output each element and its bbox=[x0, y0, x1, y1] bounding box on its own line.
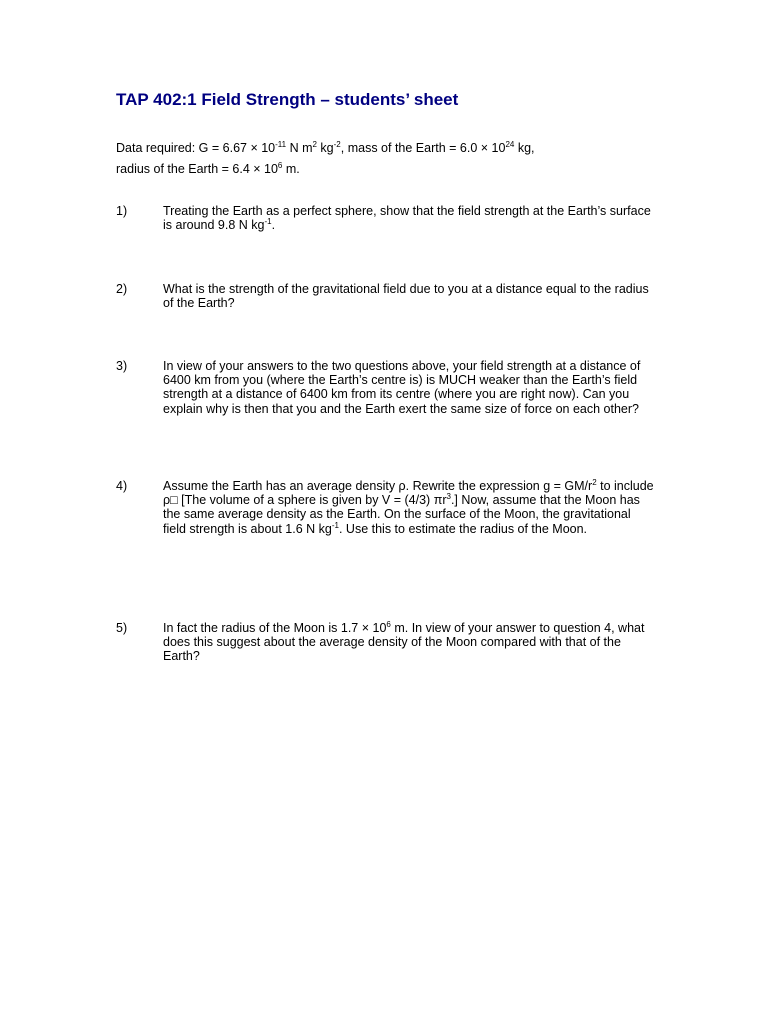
data-radius-unit: m. bbox=[282, 162, 300, 176]
question-1-number: 1) bbox=[116, 204, 128, 218]
question-2-text bbox=[163, 282, 655, 310]
question-4-text-a: Assume the Earth has an average density ρ. Rewrite the expression g = GM/r bbox=[163, 479, 593, 493]
data-g-exponent-2: 2 bbox=[312, 140, 317, 149]
data-mass-text: , mass of the Earth = 6.0 × 10 bbox=[340, 141, 506, 155]
question-4-text-c: .] Now, assume that the Moon has the same average density as the Earth. On the surface of the Moon, the gravitational field strength is about 1.6 N kg bbox=[163, 493, 640, 536]
question-1-text bbox=[163, 204, 655, 232]
data-g-exponent: -11 bbox=[275, 140, 287, 149]
question-4-sup-c: -1 bbox=[331, 520, 339, 530]
question-4-text-b: to include ρ□ [The volume of a sphere is given by V = (4/3) πr bbox=[163, 479, 654, 508]
question-5-text-a: In fact the radius of the Moon is 1.7 × 10 bbox=[163, 621, 387, 635]
data-required-line-2 bbox=[116, 161, 300, 177]
question-1-text-b: . bbox=[271, 218, 276, 233]
question-4-text bbox=[163, 479, 655, 536]
data-radius-exponent: 6 bbox=[277, 161, 283, 170]
question-5-text-b: m. In view of your answer to question 4, what does this suggest about the average density of the Moon compared with that of the Earth? bbox=[163, 621, 645, 664]
question-4-number: 4) bbox=[116, 479, 128, 493]
data-radius-text: radius of the Earth = 6.4 × 10 bbox=[116, 162, 278, 176]
question-4-text-d: . Use this to estimate the radius of the Moon. bbox=[338, 521, 588, 536]
question-5-sup-a: 6 bbox=[386, 620, 391, 629]
data-g-exponent-3: -2 bbox=[333, 140, 341, 149]
document-title: TAP 402:1 Field Strength – students’ sheet bbox=[116, 90, 459, 109]
question-3-number: 3) bbox=[116, 359, 128, 373]
data-mass-unit: kg, bbox=[514, 141, 535, 155]
question-4-sup-a: 2 bbox=[592, 478, 597, 487]
question-3-text bbox=[163, 359, 655, 416]
data-g-unit-b: kg bbox=[316, 141, 334, 155]
question-5-text bbox=[163, 621, 655, 664]
question-2-text-a: What is the strength of the gravitational field due to you at a distance equal to the radius of the Earth? bbox=[163, 282, 649, 311]
data-mass-exponent: 24 bbox=[505, 140, 515, 149]
question-4-sup-b: 3 bbox=[446, 492, 451, 502]
question-1-sup-a: -1 bbox=[264, 217, 272, 227]
data-g-unit-a: N m bbox=[286, 141, 313, 155]
question-1-text-a: Treating the Earth as a perfect sphere, show that the field strength at the Earth’s surface is around 9.8 N kg bbox=[163, 204, 651, 233]
data-required-line-1 bbox=[116, 140, 535, 156]
question-3-text-a: In view of your answers to the two questions above, your field strength at a distance of 6400 km from you (where the Earth’s centre is) is MUCH weaker than the Earth’s field strength at a distance of 6400 km from its centre (where you are right now). Can you explain why is then that you and the Earth exert the same size of force on each other? bbox=[163, 359, 641, 416]
data-g-prefix: Data required: G = 6.67 × 10 bbox=[116, 141, 276, 155]
question-2-number: 2) bbox=[116, 282, 128, 296]
question-5-number: 5) bbox=[116, 621, 128, 635]
